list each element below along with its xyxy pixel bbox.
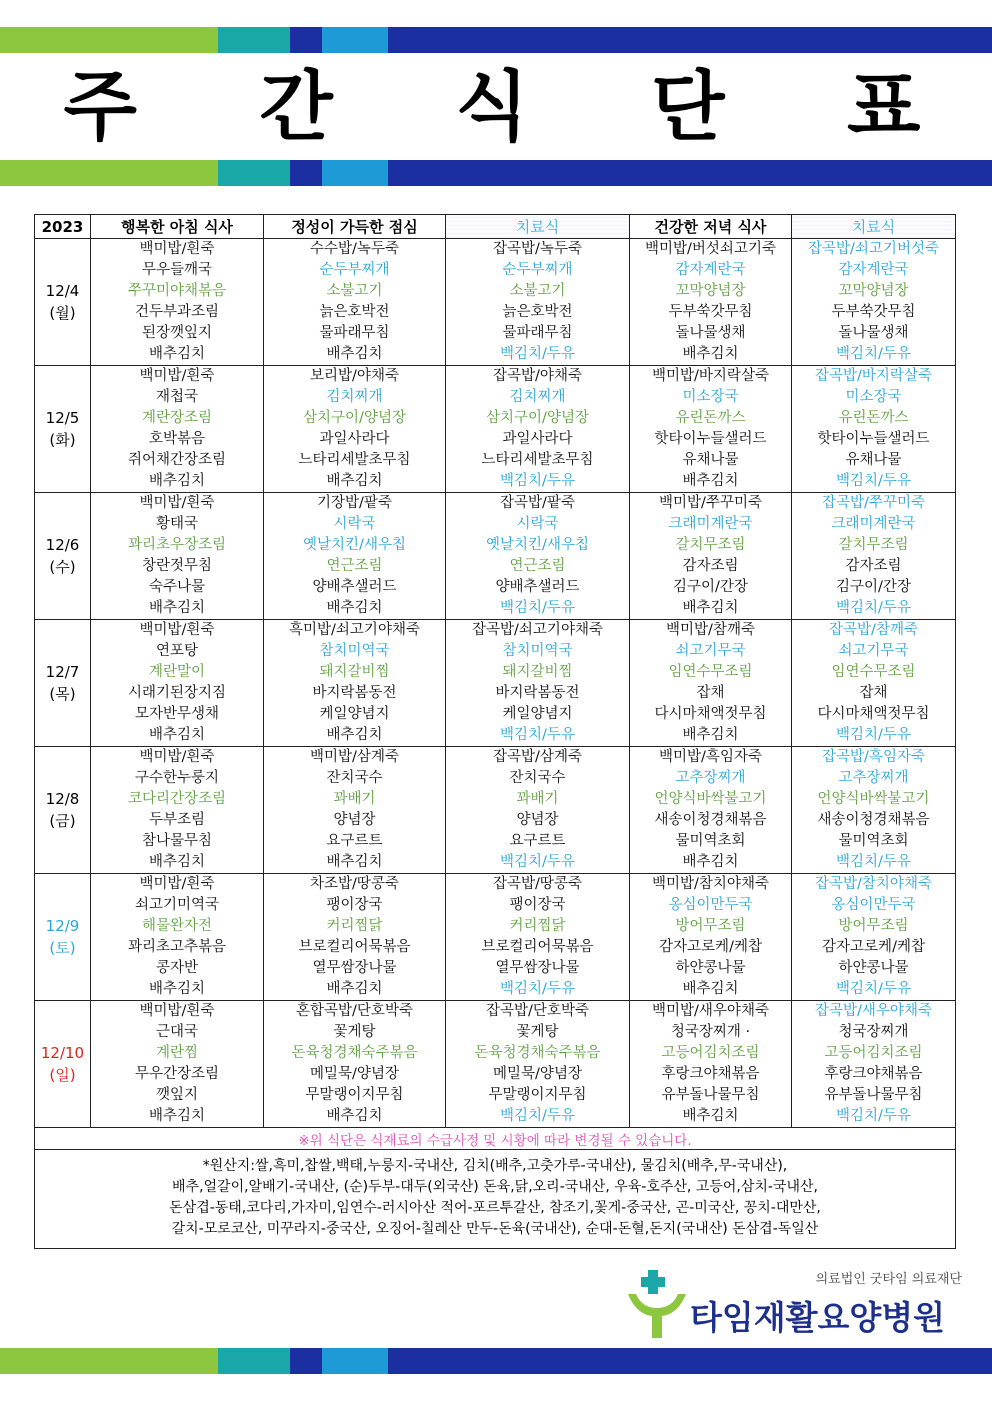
- menu-item: 된장깻잎지: [141, 325, 213, 341]
- menu-item: 돈육청경채숙주볶음: [474, 1045, 601, 1061]
- menu-item: 방어무조림: [675, 918, 746, 934]
- day-row: [35, 1001, 956, 1128]
- day-row: [35, 747, 956, 874]
- menu-item: 배추김치: [148, 473, 206, 489]
- menu-item: 배추김치: [148, 981, 206, 997]
- day-cell: [35, 620, 91, 747]
- menu-item: 꽈리초고추볶음: [127, 939, 227, 955]
- menu-item: 요구르트: [509, 833, 566, 849]
- menu-item: 백미밥/버섯쇠고기죽: [645, 241, 776, 257]
- therapy-lunch-cell: [446, 239, 630, 366]
- menu-item: 계란말이: [148, 664, 206, 680]
- menu-item: 물미역초회: [838, 833, 909, 849]
- menu-item: 고추장찌개: [675, 770, 746, 786]
- breakfast-cell: [91, 366, 264, 493]
- menu-item: 두부조림: [148, 812, 206, 828]
- menu-item: 고등어김치조림: [661, 1045, 760, 1061]
- menu-item: 돌나물생채: [675, 325, 746, 341]
- dinner-cell: [630, 493, 792, 620]
- menu-item: 다시마채액젓무침: [654, 706, 767, 722]
- menu-item: 양념장: [516, 812, 559, 828]
- menu-item: 호박볶음: [148, 431, 206, 447]
- menu-item: 백김치/두유: [500, 600, 575, 616]
- dinner-cell: [630, 747, 792, 874]
- weekly-menu-table: [34, 214, 956, 1249]
- menu-item: 유채나물: [845, 452, 902, 468]
- header-row: [35, 215, 956, 239]
- menu-item: 소불고기: [509, 283, 566, 299]
- menu-item: 백김치/두유: [836, 600, 911, 616]
- menu-item: 청국장찌개: [838, 1024, 909, 1040]
- day-row: [35, 493, 956, 620]
- menu-item: 물파래무침: [502, 325, 573, 341]
- origin-row: [35, 1150, 956, 1249]
- menu-item: 물파래무침: [319, 325, 390, 341]
- menu-item: 순두부찌개: [502, 262, 573, 278]
- menu-item: 메밀묵/양념장: [310, 1066, 399, 1082]
- menu-item: 느타리세발초무침: [481, 452, 594, 468]
- menu-item: 감자조림: [845, 558, 902, 574]
- menu-item: 잡곡밥/참치야채죽: [815, 876, 932, 892]
- therapy-dinner-cell: [792, 747, 956, 874]
- dinner-cell: [630, 620, 792, 747]
- menu-item: 연근조림: [509, 558, 566, 574]
- menu-item: 백미밥/흰죽: [139, 241, 215, 257]
- menu-item: 백김치/두유: [836, 1108, 911, 1124]
- menu-item: 열무쌈장나물: [312, 960, 397, 976]
- origin-line: 배추,얼갈이,알배기-국내산, (순)두부-대두(외국산) 돈육,닭,오리-국내산, 우육-호주산, 고등어,삼치-국내산,: [172, 1179, 818, 1195]
- day-date: 12/6: [45, 536, 80, 554]
- menu-item: 김구이/간장: [673, 579, 748, 595]
- menu-item: 시락국: [516, 516, 559, 532]
- menu-item: 물미역초회: [675, 833, 746, 849]
- day-of-week: (수): [49, 558, 76, 576]
- menu-item: 배추김치: [682, 854, 739, 870]
- menu-item: 과일사라다: [319, 431, 390, 447]
- menu-item: 감자계란국: [675, 262, 746, 278]
- header-year: 2023: [35, 215, 91, 239]
- menu-item: 갈치무조림: [838, 537, 909, 553]
- middle-stripe: [0, 160, 992, 186]
- menu-item: 배추김치: [148, 600, 206, 616]
- menu-item: 잡곡밥/새우야채죽: [815, 1003, 932, 1019]
- therapy-lunch-cell: [446, 874, 630, 1001]
- menu-item: 양배추샐러드: [495, 579, 580, 595]
- menu-item: 크래미계란국: [668, 516, 753, 532]
- day-date: 12/10: [40, 1044, 85, 1062]
- day-of-week: (목): [49, 685, 76, 703]
- breakfast-cell: [91, 1001, 264, 1128]
- menu-item: 잡곡밥/야채죽: [493, 368, 582, 384]
- therapy-dinner-cell: [792, 874, 956, 1001]
- header-dinner: 건강한 저녁 식사: [630, 215, 792, 239]
- menu-item: 참치미역국: [319, 643, 390, 659]
- menu-item: 배추김치: [326, 981, 383, 997]
- menu-item: 백미밥/흰죽: [139, 368, 215, 384]
- menu-item: 숙주나물: [148, 579, 206, 595]
- menu-item: 배추김치: [326, 727, 383, 743]
- menu-item: 고추장찌개: [838, 770, 909, 786]
- menu-item: 잡곡밥/쇠고기버섯죽: [808, 241, 939, 257]
- menu-item: 꽈배기: [516, 791, 559, 807]
- menu-item: 계란찜: [155, 1045, 199, 1061]
- menu-item: 쭈꾸미야채볶음: [127, 283, 227, 299]
- menu-item: 잡채: [696, 685, 725, 701]
- menu-item: 옹심이만두국: [831, 897, 916, 913]
- menu-item: 백미밥/흰죽: [139, 622, 215, 638]
- menu-item: 잡곡밥/바지락살죽: [815, 368, 932, 384]
- menu-item: 김치찌개: [509, 389, 566, 405]
- therapy-dinner-cell: [792, 620, 956, 747]
- menu-item: 돌나물생채: [838, 325, 909, 341]
- menu-item: 쥐어채간장조림: [127, 452, 227, 468]
- menu-item: 배추김치: [682, 600, 739, 616]
- menu-item: 무말랭이지무침: [305, 1087, 404, 1103]
- day-date: 12/9: [45, 917, 80, 935]
- menu-item: 백미밥/삼계죽: [310, 749, 399, 765]
- menu-item: 배추김치: [682, 346, 739, 362]
- menu-item: 늙은호박전: [319, 304, 390, 320]
- menu-item: 두부쑥갓무침: [668, 304, 753, 320]
- menu-item: 배추김치: [326, 1108, 383, 1124]
- menu-item: 연포탕: [155, 643, 199, 659]
- menu-item: 감자고로케/케찹: [659, 939, 762, 955]
- menu-item: 열무쌈장나물: [495, 960, 580, 976]
- therapy-lunch-cell: [446, 620, 630, 747]
- day-row: [35, 366, 956, 493]
- menu-item: 유채나물: [682, 452, 739, 468]
- day-of-week: (화): [49, 431, 76, 449]
- menu-item: 보리밥/야채죽: [310, 368, 399, 384]
- menu-item: 꼬막양념장: [675, 283, 746, 299]
- menu-item: 해물완자전: [141, 918, 213, 934]
- day-date: 12/5: [45, 409, 80, 427]
- menu-item: 혼합곡밥/단호박죽: [296, 1003, 413, 1019]
- menu-item: 케일양념지: [319, 706, 390, 722]
- menu-item: 과일사라다: [502, 431, 573, 447]
- header-breakfast: 행복한 아침 식사: [91, 215, 264, 239]
- menu-item: 감자조림: [682, 558, 739, 574]
- menu-item: 늙은호박전: [502, 304, 573, 320]
- menu-item: 근대국: [155, 1024, 199, 1040]
- menu-item: 김구이/간장: [836, 579, 911, 595]
- lunch-cell: [264, 1001, 446, 1128]
- menu-item: 무우간장조림: [134, 1066, 220, 1082]
- day-row: [35, 239, 956, 366]
- menu-item: 연근조림: [326, 558, 383, 574]
- menu-item: 잡곡밥/녹두죽: [493, 241, 582, 257]
- menu-item: 꽃게탕: [333, 1024, 376, 1040]
- menu-item: 참나물무침: [141, 833, 213, 849]
- menu-item: 감자고로케/케찹: [822, 939, 925, 955]
- menu-item: 백미밥/바지락살죽: [652, 368, 769, 384]
- therapy-lunch-cell: [446, 1001, 630, 1128]
- menu-item: 백김치/두유: [500, 473, 575, 489]
- menu-item: 팽이장국: [509, 897, 566, 913]
- menu-item: 김치찌개: [326, 389, 383, 405]
- menu-item: 양념장: [333, 812, 376, 828]
- menu-item: 옛날치킨/새우칩: [303, 537, 406, 553]
- menu-item: 브로컬리어묵볶음: [481, 939, 594, 955]
- menu-item: 배추김치: [326, 854, 383, 870]
- menu-item: 옹심이만두국: [668, 897, 753, 913]
- menu-item: 바지락봄동전: [495, 685, 580, 701]
- menu-item: 쇠고기무국: [838, 643, 909, 659]
- day-of-week: (월): [49, 304, 76, 322]
- origin-info: [35, 1150, 956, 1249]
- menu-item: 무우들깨국: [141, 262, 213, 278]
- menu-item: 배추김치: [682, 1108, 739, 1124]
- lunch-cell: [264, 874, 446, 1001]
- breakfast-cell: [91, 239, 264, 366]
- dinner-cell: [630, 239, 792, 366]
- header-therapy-lunch: 치료식: [446, 215, 630, 239]
- menu-item: 유부돌나물무침: [661, 1087, 760, 1103]
- menu-item: 재첩국: [155, 389, 199, 405]
- menu-item: 백김치/두유: [500, 346, 575, 362]
- menu-item: 꼬막양념장: [838, 283, 909, 299]
- menu-item: 잡곡밥/팥죽: [500, 495, 575, 511]
- menu-item: 콩자반: [155, 960, 199, 976]
- menu-item: 백김치/두유: [836, 981, 911, 997]
- menu-item: 잡곡밥/삼계죽: [493, 749, 582, 765]
- page-title: 주 간 식 단 표: [63, 62, 969, 151]
- day-cell: [35, 493, 91, 620]
- menu-item: 백김치/두유: [500, 854, 575, 870]
- menu-item: 차조밥/땅콩죽: [310, 876, 399, 892]
- menu-item: 배추김치: [326, 473, 383, 489]
- therapy-lunch-cell: [446, 747, 630, 874]
- menu-item: 백김치/두유: [500, 727, 575, 743]
- menu-item: 핫타이누들샐러드: [817, 431, 930, 447]
- lunch-cell: [264, 493, 446, 620]
- day-of-week: (금): [49, 812, 76, 830]
- menu-item: 배추김치: [148, 346, 206, 362]
- menu-item: 다시마채액젓무침: [817, 706, 930, 722]
- menu-item: 백미밥/쭈꾸미죽: [659, 495, 762, 511]
- menu-item: 배추김치: [326, 600, 383, 616]
- menu-item: 참치미역국: [502, 643, 573, 659]
- menu-item: 새송이청경채볶음: [817, 812, 930, 828]
- therapy-dinner-cell: [792, 493, 956, 620]
- menu-item: 크래미계란국: [831, 516, 916, 532]
- menu-item: 미소장국: [845, 389, 902, 405]
- logo-name: 타임재활요양병원: [690, 1298, 946, 1337]
- menu-item: 언양식바싹불고기: [654, 791, 767, 807]
- menu-item: 옛날치킨/새우칩: [486, 537, 589, 553]
- menu-item: 꽈배기: [333, 791, 376, 807]
- menu-item: 미소장국: [682, 389, 739, 405]
- therapy-dinner-cell: [792, 1001, 956, 1128]
- dinner-cell: [630, 874, 792, 1001]
- menu-item: 팽이장국: [326, 897, 383, 913]
- menu-item: 돈육청경채숙주볶음: [291, 1045, 418, 1061]
- logo-subtitle: 의료법인 굿타임 의료재단: [815, 1272, 962, 1287]
- day-of-week: (토): [49, 939, 76, 957]
- top-stripe: [0, 27, 992, 53]
- day-cell: [35, 747, 91, 874]
- menu-item: 창란젓무침: [141, 558, 213, 574]
- menu-item: 건두부과조림: [134, 304, 220, 320]
- menu-item: 삼치구이/양념장: [303, 410, 406, 426]
- menu-item: 기장밥/팥죽: [317, 495, 392, 511]
- menu-item: 시래기된장지짐: [127, 685, 227, 701]
- menu-item: 소불고기: [326, 283, 383, 299]
- day-date: 12/4: [45, 282, 80, 300]
- menu-item: 임연수무조림: [668, 664, 753, 680]
- menu-item: 후랑크야채볶음: [824, 1066, 923, 1082]
- lunch-cell: [264, 620, 446, 747]
- menu-item: 백김치/두유: [500, 1108, 575, 1124]
- menu-item: 모자반무생채: [134, 706, 220, 722]
- day-row: [35, 874, 956, 1001]
- menu-item: 백김치/두유: [836, 727, 911, 743]
- menu-item: 잔치국수: [326, 770, 383, 786]
- bottom-stripe: [0, 1348, 992, 1374]
- menu-item: 꽃게탕: [516, 1024, 559, 1040]
- menu-item: 잡곡밥/참깨죽: [829, 622, 918, 638]
- menu-item: 양배추샐러드: [312, 579, 397, 595]
- lunch-cell: [264, 366, 446, 493]
- menu-item: 배추김치: [682, 473, 739, 489]
- menu-item: 무말랭이지무침: [488, 1087, 587, 1103]
- menu-item: 두부쑥갓무침: [831, 304, 916, 320]
- menu-item: 방어무조림: [838, 918, 909, 934]
- lunch-cell: [264, 239, 446, 366]
- therapy-dinner-cell: [792, 366, 956, 493]
- header-lunch: 정성이 가득한 점심: [264, 215, 446, 239]
- menu-item: 쇠고기미역국: [134, 897, 220, 913]
- menu-item: 백미밥/흰죽: [139, 495, 215, 511]
- menu-item: 잡곡밥/쇠고기야채죽: [472, 622, 603, 638]
- menu-item: 흑미밥/쇠고기야채죽: [289, 622, 420, 638]
- menu-item: 유부돌나물무침: [824, 1087, 923, 1103]
- menu-item: 잔치국수: [509, 770, 566, 786]
- menu-item: 꽈리초우장조림: [127, 537, 227, 553]
- menu-item: 하얀콩나물: [675, 960, 746, 976]
- menu-item: 배추김치: [326, 346, 383, 362]
- menu-item: 백미밥/흰죽: [139, 876, 215, 892]
- menu-item: 황태국: [155, 516, 199, 532]
- therapy-lunch-cell: [446, 493, 630, 620]
- menu-item: 감자계란국: [838, 262, 909, 278]
- day-cell: [35, 874, 91, 1001]
- menu-item: 잡곡밥/쭈꾸미죽: [822, 495, 925, 511]
- cross-y-logo-icon: [626, 1270, 688, 1340]
- menu-item: 구수한누룽지: [134, 770, 220, 786]
- menu-item: 메밀묵/양념장: [493, 1066, 582, 1082]
- menu-item: 순두부찌개: [319, 262, 390, 278]
- menu-item: 유린돈까스: [675, 410, 746, 426]
- menu-item: 백미밥/새우야채죽: [652, 1003, 769, 1019]
- menu-item: 커리찜닭: [509, 918, 566, 934]
- menu-item: 삼치구이/양념장: [486, 410, 589, 426]
- menu-item: 잡채: [859, 685, 888, 701]
- menu-item: 케일양념지: [502, 706, 573, 722]
- day-cell: [35, 1001, 91, 1128]
- menu-item: 백미밥/흰죽: [139, 1003, 215, 1019]
- menu-item: 시락국: [333, 516, 376, 532]
- therapy-dinner-cell: [792, 239, 956, 366]
- menu-item: 새송이청경채볶음: [654, 812, 767, 828]
- menu-item: 백미밥/참깨죽: [666, 622, 755, 638]
- menu-item: 백김치/두유: [836, 854, 911, 870]
- origin-line: 갈치-모로코산, 미꾸라지-중국산, 오징어-칠레산 만두-돈육(국내산), 순대-돈혈,돈지(국내산) 돈삼겹-독일산: [171, 1221, 819, 1237]
- menu-item: 배추김치: [148, 854, 206, 870]
- menu-item: 핫타이누들샐러드: [654, 431, 767, 447]
- notice-text: ※위 식단은 식재료의 수급사정 및 시황에 따라 변경될 수 있습니다.: [35, 1128, 956, 1150]
- menu-item: 잡곡밥/흑임자죽: [822, 749, 925, 765]
- menu-item: 느타리세발초무침: [298, 452, 411, 468]
- day-of-week: (일): [49, 1066, 76, 1084]
- menu-item: 백김치/두유: [500, 981, 575, 997]
- menu-item: 고등어김치조림: [824, 1045, 923, 1061]
- menu-item: 배추김치: [148, 1108, 206, 1124]
- menu-item: 요구르트: [326, 833, 383, 849]
- menu-item: 잡곡밥/단호박죽: [486, 1003, 589, 1019]
- menu-item: 깻잎지: [155, 1087, 199, 1103]
- menu-item: 하얀콩나물: [838, 960, 909, 976]
- menu-item: 계란장조림: [141, 410, 213, 426]
- day-date: 12/7: [45, 663, 80, 681]
- dinner-cell: [630, 366, 792, 493]
- menu-item: 돼지갈비찜: [502, 664, 573, 680]
- day-cell: [35, 366, 91, 493]
- menu-item: 브로컬리어묵볶음: [298, 939, 411, 955]
- lunch-cell: [264, 747, 446, 874]
- therapy-lunch-cell: [446, 366, 630, 493]
- menu-item: 언양식바싹불고기: [817, 791, 930, 807]
- menu-item: 배추김치: [682, 981, 739, 997]
- menu-item: 유린돈까스: [838, 410, 909, 426]
- day-row: [35, 620, 956, 747]
- breakfast-cell: [91, 874, 264, 1001]
- header-therapy-dinner: 치료식: [792, 215, 956, 239]
- notice-row: [35, 1128, 956, 1150]
- menu-item: 백김치/두유: [836, 473, 911, 489]
- dinner-cell: [630, 1001, 792, 1128]
- breakfast-cell: [91, 493, 264, 620]
- breakfast-cell: [91, 620, 264, 747]
- menu-item: 잡곡밥/땅콩죽: [493, 876, 582, 892]
- menu-item: 임연수무조림: [831, 664, 916, 680]
- day-date: 12/8: [45, 790, 80, 808]
- breakfast-cell: [91, 747, 264, 874]
- hospital-logo: [620, 1262, 970, 1342]
- menu-item: 배추김치: [148, 727, 206, 743]
- origin-line: 돈삼겹-동태,코다리,가자미,임연수-러시아산 적어-포르투갈산, 참조기,꽃게-중국산, 곤-미국산, 꽁치-대만산,: [169, 1200, 821, 1216]
- menu-item: 커리찜닭: [326, 918, 383, 934]
- menu-item: 백미밥/흰죽: [139, 749, 215, 765]
- day-cell: [35, 239, 91, 366]
- menu-item: 돼지갈비찜: [319, 664, 390, 680]
- menu-item: 백김치/두유: [836, 346, 911, 362]
- menu-item: 수수밥/녹두죽: [310, 241, 399, 257]
- menu-item: 바지락봄동전: [312, 685, 397, 701]
- menu-item: 갈치무조림: [675, 537, 746, 553]
- menu-item: 후랑크야채볶음: [661, 1066, 760, 1082]
- menu-item: 백미밥/참치야채죽: [652, 876, 769, 892]
- menu-item: 청국장찌개 ·: [670, 1024, 751, 1040]
- menu-item: 쇠고기무국: [675, 643, 746, 659]
- menu-item: 백미밥/흑임자죽: [659, 749, 762, 765]
- menu-item: 배추김치: [682, 727, 739, 743]
- menu-item: 코다리간장조림: [127, 791, 227, 807]
- origin-line: *원산지:쌀,흑미,찹쌀,백태,누룽지-국내산, 김치(배추,고춧가루-국내산), 물김치(배추,무-국내산),: [202, 1158, 788, 1174]
